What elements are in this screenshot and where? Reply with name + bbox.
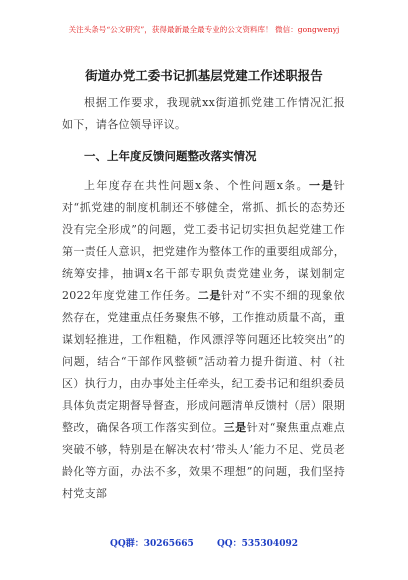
header-banner: 关注头条号“公文研究”，获得最新最全最专业的公文资料库！ 微信：gongwenyj <box>68 25 340 34</box>
footer-qq: QQ：535304092 <box>216 539 298 549</box>
keyword-third: 三是 <box>223 421 247 434</box>
footer-qq-group: QQ群：30265665 <box>110 539 194 549</box>
section-heading: 一、上年度反馈问题整改落实情况 <box>84 149 257 163</box>
paragraph-text-1: 上年度存在共性问题x条、个性问题x条。 <box>84 179 309 192</box>
paragraph-text-3: 针对“不实不细的现象依然存在，党建重点任务聚焦不够，工作推动质量不高，重谋划轻推进，工作粗糙，作风漂浮等问题还比较突出”的问题，结合“干部作风整顿”活动着力提升街道、村（社区）执行力，由办事处主任牵头，纪工委书记和组织委员具体负责定期督导督查，形成问题清单反馈村（居）限期整改，确保各项工作落实到位。 <box>62 289 345 434</box>
document-title: 街道办党工委书记抓基层党建工作述职报告 <box>85 68 323 83</box>
paragraph-text-2: 针对“抓党建的制度机制还不够健全，常抓、抓长的态势还没有完全形成”的问题，党工委书记切实担负起党建工作第一责任人意识，把党建作为整体工作的重要组成部分，统筹安排，抽调x名干部专职负责党建业务，谋划制定2022年度党建工作任务。 <box>62 179 345 302</box>
intro-paragraph: 根据工作要求，我现就xx街道抓党建工作情况汇报如下，请各位领导评议。 <box>62 96 345 131</box>
paragraph-text-4: 针对“聚焦重点难点突破不够，特别是在解决农村‘带头人’能力不足、党员老龄化等方面，办法不多，效果不理想”的问题，我们坚持村党支部 <box>62 421 345 500</box>
keyword-first: 一是 <box>308 179 334 192</box>
keyword-second: 二是 <box>197 289 222 302</box>
footer <box>0 536 408 549</box>
main-paragraph <box>62 175 345 505</box>
